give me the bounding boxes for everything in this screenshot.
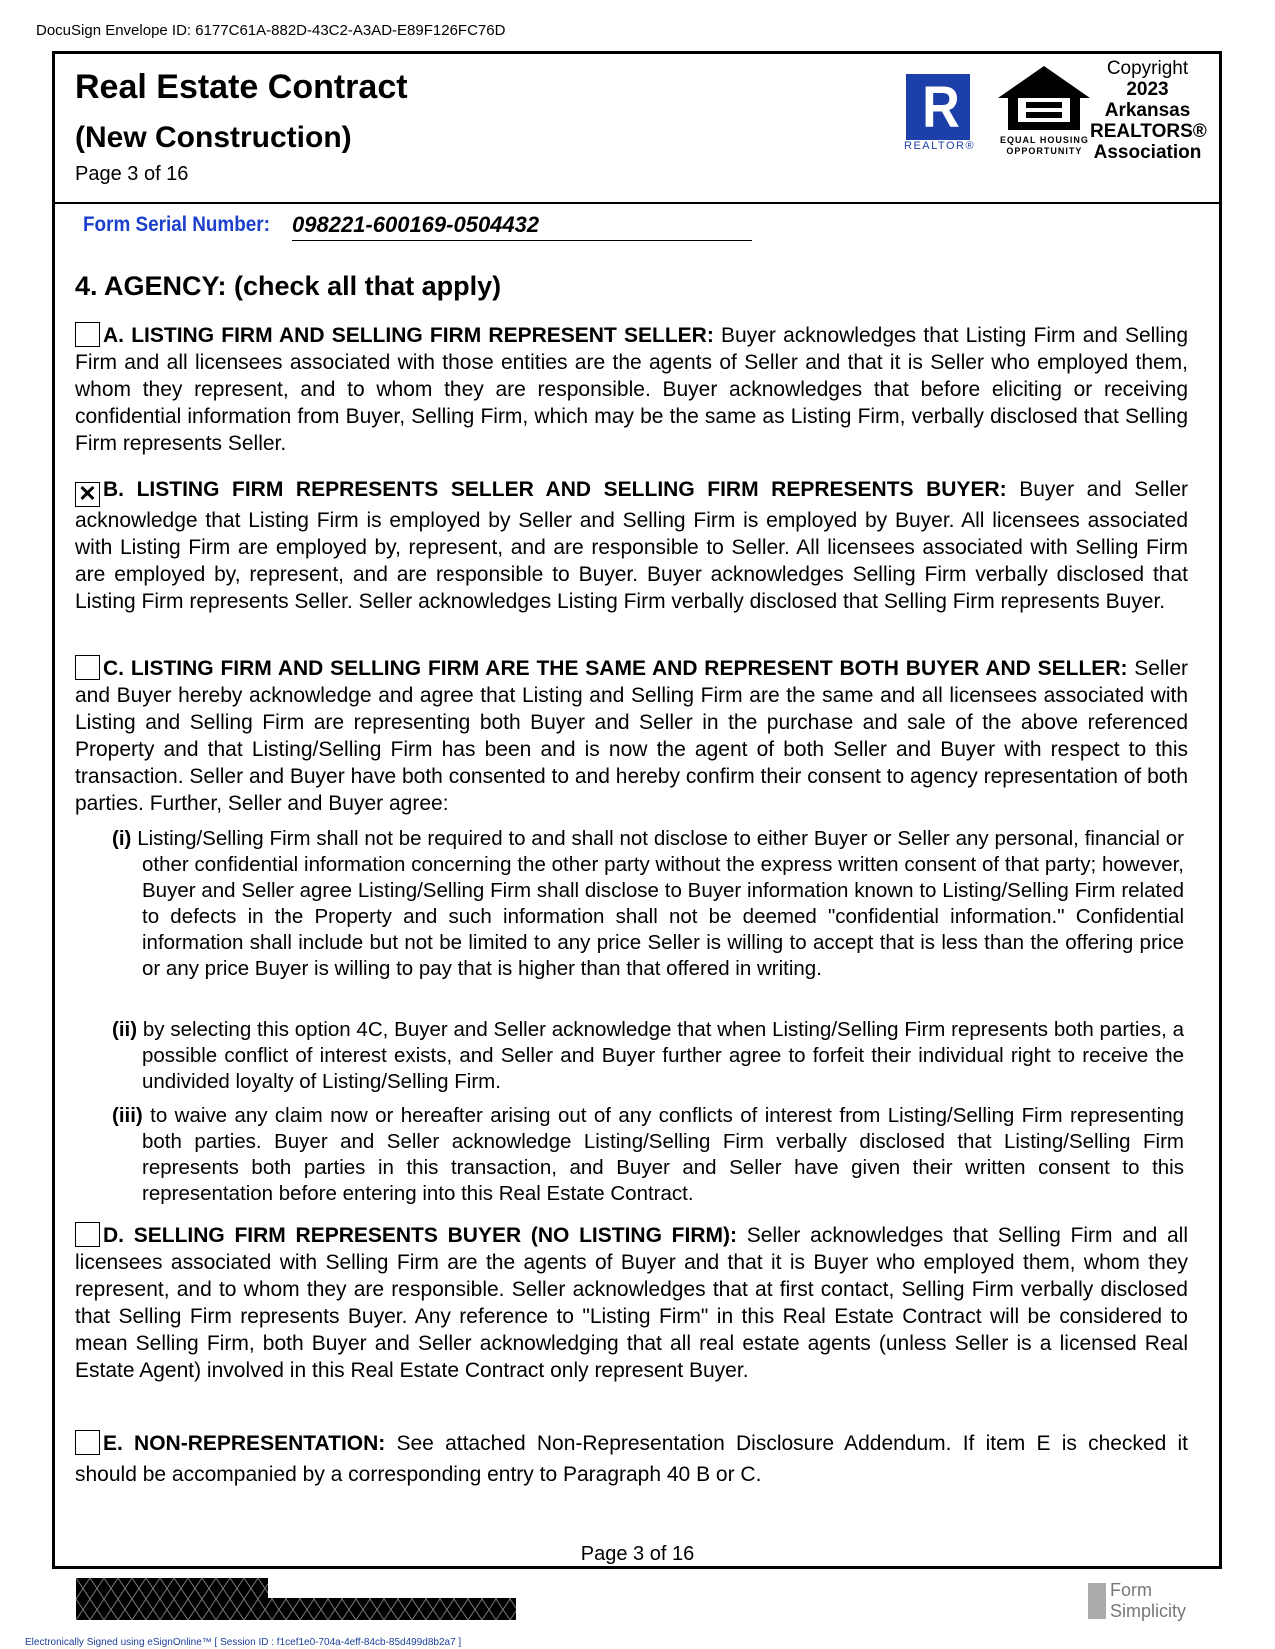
realtor-logo-text: REALTOR®: [904, 140, 976, 152]
checkbox-b[interactable]: ✕: [75, 482, 100, 507]
serial-label: Form Serial Number:: [83, 213, 270, 236]
envelope-id: DocuSign Envelope ID: 6177C61A-882D-43C2-A3AD-E89F126FC76D: [36, 22, 506, 39]
agency-option-c: C. LISTING FIRM AND SELLING FIRM ARE THE SAME AND REPRESENT BOTH BUYER AND SELLER: Seller and Buyer hereby acknowledge and agree that Listing and Selling Firm are the same and all licensees associated with Listing and Selling Firm are representing both Buyer and Seller in the purchase and sale of the above referenced Property and that Listing/Selling Firm has been and is now the agent of both Seller and Buyer with respect to this transaction. Seller and Buyer have both consented to and hereby confirm their consent to agency representation of both parties. Further, Seller and Buyer agree:: [75, 657, 1188, 815]
agency-option-b: ✕ B. LISTING FIRM REPRESENTS SELLER AND SELLING FIRM REPRESENTS BUYER: Buyer and Seller acknowledge that Listing Firm is employed by Seller and Selling Firm is employed by Buyer. All licensees associated with Listing Firm are employed by, represent, and are responsible to Seller. All licensees associated with Selling Firm are employed by, represent, and are responsible to Buyer. Buyer acknowledges Selling Firm verbally disclosed that Listing Firm represents Seller. Seller acknowledges Listing Firm verbally disclosed that Selling Firm represents Buyer.: [75, 478, 1188, 613]
agency-option-e: E. NON-REPRESENTATION: See attached Non-Representation Disclosure Addendum. If item E is checked it should be accompanied by a corresponding entry to Paragraph 40 B or C.: [75, 1432, 1188, 1486]
footer-page-number: Page 3 of 16: [580, 1543, 695, 1565]
copyright-block: Copyright 2023 Arkansas REALTORS® Association: [1090, 58, 1207, 163]
serial-value: 098221-600169-0504432: [292, 212, 752, 241]
agency-option-d: D. SELLING FIRM REPRESENTS BUYER (NO LISTING FIRM): Seller acknowledges that Selling Firm and all licensees associated with Selling Firm are the agents of Buyer and that it is Buyer who employed them, whom they represent, and to whom they are responsible. Seller acknowledges that at first contact, Selling Firm verbally disclosed that Selling Firm represents Buyer. Any reference to "Listing Firm" in this Real Estate Contract will be considered to mean Selling Firm, both Buyer and Seller acknowledging that all real estate agents (unless Seller is a licensed Real Estate Agent) involved in this Real Estate Contract only represent Buyer.: [75, 1224, 1188, 1382]
form-simplicity-logo: Form Simplicity: [1088, 1580, 1186, 1622]
subitem-iii: (iii) to waive any claim now or hereafter arising out of any conflicts of interest from Listing/Selling Firm representing both parties. Buyer and Seller acknowledge Listing/Selling Firm verbally disclosed that Listing/Selling Firm represents both parties in this transaction, and Buyer and Seller have given their written consent to this representation before entering into this Real Estate Contract.: [112, 1104, 1184, 1205]
checkbox-c[interactable]: [75, 655, 100, 680]
document-subtitle: (New Construction): [75, 121, 352, 154]
redacted-signature-icon: [76, 1578, 516, 1620]
header-divider: [52, 202, 1222, 204]
subitem-ii: (ii) by selecting this option 4C, Buyer and Seller acknowledge that when Listing/Selling Firm represents both parties, a possible conflict of interest exists, and Seller and Buyer further agree to forfeit their individual right to receive the undivided loyalty of Listing/Selling Firm.: [112, 1018, 1184, 1093]
checkbox-a[interactable]: [75, 322, 100, 347]
esign-notice: Electronically Signed using eSignOnline™ [ Session ID : f1cef1e0-704a-4eff-84cb-85d499d8b2a7 ]: [25, 1637, 462, 1648]
document-title: Real Estate Contract: [75, 68, 408, 106]
page-number: Page 3 of 16: [75, 163, 189, 185]
checkbox-d[interactable]: [75, 1222, 100, 1247]
checkbox-e[interactable]: [75, 1430, 100, 1455]
agency-option-a: A. LISTING FIRM AND SELLING FIRM REPRESENT SELLER: Buyer acknowledges that Listing Firm and Selling Firm and all licensees associated with those entities are the agents of Seller and that it is Seller who employed them, whom they represent, and to whom they are responsible. Buyer acknowledges that before eliciting or receiving confidential information from Buyer, Selling Firm, which may be the same as Listing Firm, verbally disclosed that Selling Firm represents Seller.: [75, 324, 1188, 455]
equal-housing-icon: [996, 64, 1092, 134]
equal-housing-text: EQUAL HOUSING OPPORTUNITY: [1000, 135, 1089, 156]
section-heading: 4. AGENCY: (check all that apply): [75, 271, 502, 301]
document-icon: [1088, 1583, 1106, 1619]
subitem-i: (i) Listing/Selling Firm shall not be required to and shall not disclose to either Buyer or Seller any personal, financial or other confidential information concerning the other party without the express written consent of that party; however, Buyer and Seller agree Listing/Selling Firm shall disclose to Buyer information known to Listing/Selling Firm related to defects in the Property and such information shall not be deemed "confidential information." Confidential information shall include but not be limited to any price Seller is willing to accept that is less than the offering price or any price Buyer is willing to pay that is higher than that offered in writing.: [112, 827, 1184, 980]
realtor-logo-icon: R: [906, 74, 970, 140]
